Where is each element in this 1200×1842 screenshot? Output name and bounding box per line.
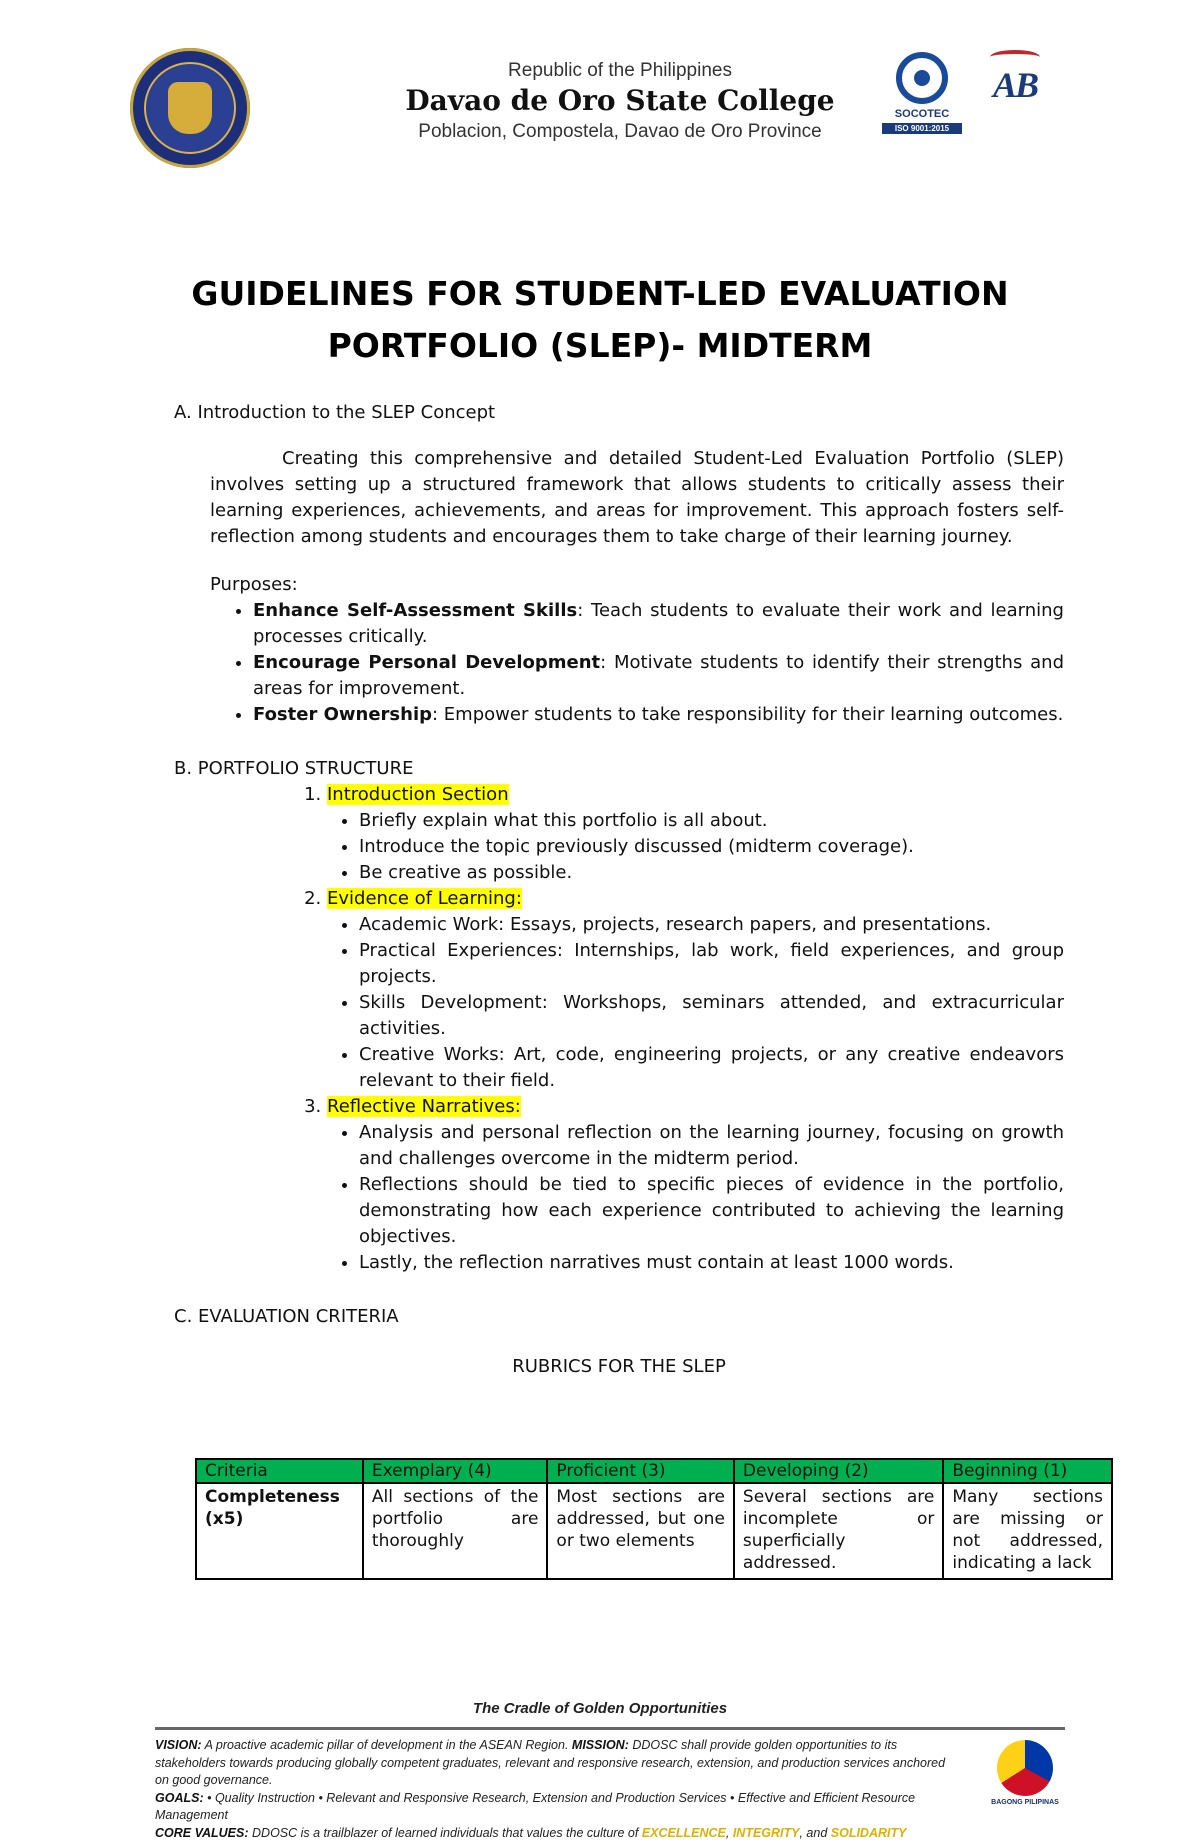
table-header-row xyxy=(196,1459,1112,1483)
socotec-cert-logo: SOCOTEC ISO 9001:2015 xyxy=(882,52,962,134)
list-item: • Reflections should be tied to specific pieces of evidence in the portfolio, demonstrating how each experience contributed to achieving the learning objectives. xyxy=(359,1172,1064,1250)
table-cell: Most sections are addressed, but one or two elements xyxy=(547,1483,734,1579)
footer-text: VISION: A proactive academic pillar of development in the ASEAN Region. MISSION: DDOSC shall provide golden opportunities to its stakeholders towards producing globally competent graduates, relevant and responsive research, extension, and production services anchored on good governance. GOALS: • Quality Instruction • Relevant and Responsive Research, Extension and Production Services • Effective and Efficient Resource Management CORE VALUES: DDOSC is a trailblazer of learned individuals that values the culture of EXCELLENCE, INTEGRITY, and SOLIDARITY xyxy=(155,1738,946,1840)
list-item: • Encourage Personal Development: Motivate students to identify their strengths and areas for improvement. xyxy=(253,650,1064,702)
purposes-label: Purposes: xyxy=(210,574,298,595)
list-item: • Practical Experiences: Internships, lab work, field experiences, and group projects. xyxy=(359,938,1064,990)
bagong-pilipinas-icon xyxy=(997,1740,1053,1796)
purposes-list xyxy=(174,598,1064,728)
list-item: • Skills Development: Workshops, seminars attended, and extracurricular activities. xyxy=(359,990,1064,1042)
list-item: • Briefly explain what this portfolio is all about. xyxy=(359,808,1064,834)
document-title xyxy=(120,268,1080,372)
title-line-2: PORTFOLIO (SLEP)- MIDTERM xyxy=(327,326,873,365)
list-item: • Academic Work: Essays, projects, research papers, and presentations. xyxy=(359,912,1064,938)
list-item: • Lastly, the reflection narratives must contain at least 1000 words. xyxy=(359,1250,1064,1276)
college-name: Davao de Oro State College xyxy=(405,84,835,117)
pab-logo: AB xyxy=(980,50,1050,106)
structure-item-title: Evidence of Learning: xyxy=(327,888,522,909)
table-row xyxy=(196,1483,1112,1579)
list-item: • Foster Ownership: Empower students to take responsibility for their learning outcomes. xyxy=(253,702,1064,728)
footer-divider xyxy=(155,1727,1065,1730)
footer-tagline: The Cradle of Golden Opportunities xyxy=(472,1700,728,1717)
rubric-title: RUBRICS FOR THE SLEP xyxy=(512,1356,726,1377)
list-item: • Be creative as possible. xyxy=(359,860,1064,886)
table-header: Beginning (1) xyxy=(943,1459,1112,1483)
table-header: Exemplary (4) xyxy=(363,1459,548,1483)
title-line-1: GUIDELINES FOR STUDENT-LED EVALUATION xyxy=(191,274,1009,313)
table-cell: Completeness (x5) xyxy=(196,1483,363,1579)
section-a-paragraph: Creating this comprehensive and detailed Student-Led Evaluation Portfolio (SLEP) involves setting up a structured framework that allows students to critically assess their learning experiences, achievements, and areas for improvement. This approach fosters self-reflection among students and encourages them to take charge of their learning journey. xyxy=(210,448,1064,547)
table-cell: Several sections are incomplete or superficially addressed. xyxy=(734,1483,943,1579)
list-item: • Creative Works: Art, code, engineering projects, or any creative endeavors relevant to their field. xyxy=(359,1042,1064,1094)
structure-item-title: Introduction Section xyxy=(327,784,509,805)
portfolio-structure-list xyxy=(174,782,1064,1276)
letterhead xyxy=(400,60,840,143)
list-item: • Introduce the topic previously discussed (midterm coverage). xyxy=(359,834,1064,860)
socotec-icon xyxy=(896,52,948,104)
structure-item-reflective xyxy=(327,1094,1064,1276)
college-seal-icon xyxy=(130,48,250,168)
republic-line: Republic of the Philippines xyxy=(508,60,732,81)
structure-item-introduction xyxy=(327,782,1064,886)
list-item: • Enhance Self-Assessment Skills: Teach students to evaluate their work and learning processes critically. xyxy=(253,598,1064,650)
table-cell: All sections of the portfolio are thoroughly xyxy=(363,1483,548,1579)
list-item: • Analysis and personal reflection on the learning journey, focusing on growth and challenges overcome in the midterm period. xyxy=(359,1120,1064,1172)
table-header: Proficient (3) xyxy=(547,1459,734,1483)
structure-item-evidence xyxy=(327,886,1064,1094)
section-b-heading: B. PORTFOLIO STRUCTURE xyxy=(174,758,414,779)
table-header: Developing (2) xyxy=(734,1459,943,1483)
structure-item-title: Reflective Narratives: xyxy=(327,1096,521,1117)
section-a-heading: A. Introduction to the SLEP Concept xyxy=(174,402,496,423)
table-cell: Many sections are missing or not addressed, indicating a lack xyxy=(943,1483,1112,1579)
college-address: Poblacion, Compostela, Davao de Oro Province xyxy=(418,121,822,142)
section-c-heading: C. EVALUATION CRITERIA xyxy=(174,1306,399,1327)
rubric-table xyxy=(195,1458,1113,1580)
bagong-pilipinas-logo: BAGONG PILIPINAS xyxy=(990,1740,1060,1806)
document-body xyxy=(174,400,1064,1380)
table-header: Criteria xyxy=(196,1459,363,1483)
